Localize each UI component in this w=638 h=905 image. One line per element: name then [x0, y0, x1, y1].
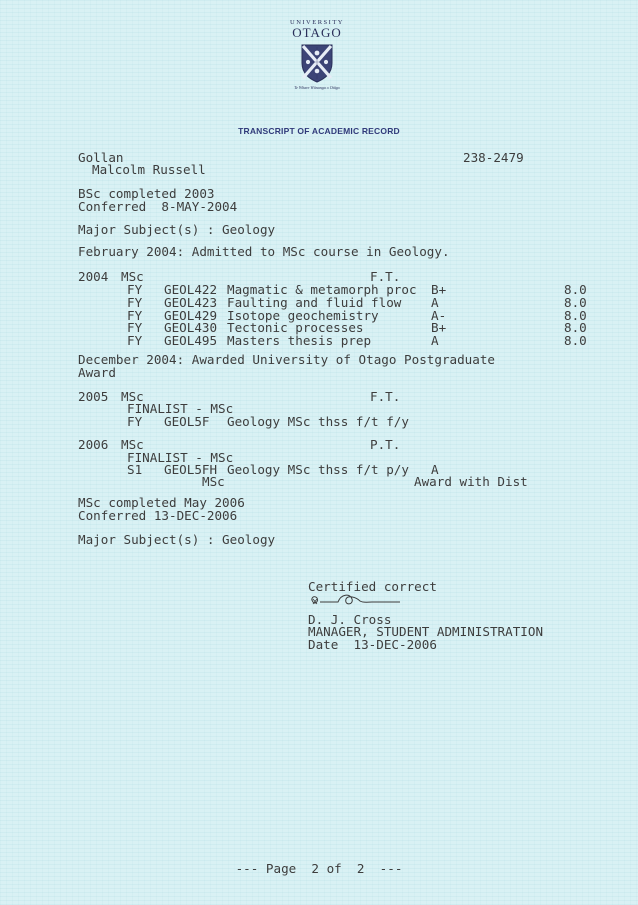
year-2004-status: F.T. — [370, 269, 401, 284]
document-title: TRANSCRIPT OF ACADEMIC RECORD — [238, 126, 400, 136]
course-title: Geology MSc thss f/t f/y — [227, 414, 409, 429]
crest-shield-icon — [300, 43, 334, 83]
course-grade: A — [431, 333, 439, 348]
course-code: GEOL422 — [164, 282, 218, 297]
msc-conferred: Conferred 13-DEC-2006 — [78, 508, 238, 523]
course-grade: B+ — [431, 282, 447, 297]
course-code: GEOL429 — [164, 308, 218, 323]
award-programme: MSc — [202, 474, 225, 489]
prior-degree-conferred: Conferred 8-MAY-2004 — [78, 199, 238, 214]
course-grade: A — [431, 295, 439, 310]
course-grade: B+ — [431, 320, 447, 335]
award-note-line2: Award — [78, 365, 116, 380]
course-grade: A — [431, 462, 439, 477]
year-2005-programme: MSc — [121, 389, 144, 404]
msc-completed: MSc completed May 2006 — [78, 495, 245, 510]
year-2005-label: 2005 — [78, 389, 109, 404]
course-grade: A- — [431, 308, 447, 323]
logo-university-name: OTAGO — [292, 25, 342, 40]
course-period: FY — [127, 333, 143, 348]
course-period: FY — [127, 295, 143, 310]
year-2006-finalist: FINALIST - MSc — [127, 450, 234, 465]
award-class: Award with Dist — [414, 474, 528, 489]
year-2005-finalist: FINALIST - MSc — [127, 401, 234, 416]
course-points: 8.0 — [564, 295, 587, 310]
course-code: GEOL495 — [164, 333, 218, 348]
course-period: FY — [127, 282, 143, 297]
course-period: S1 — [127, 462, 143, 477]
year-2006-programme: MSc — [121, 437, 144, 452]
student-surname: Gollan — [78, 150, 124, 165]
course-code: GEOL5FH — [164, 462, 218, 477]
year-2006-label: 2006 — [78, 437, 109, 452]
course-period: FY — [127, 308, 143, 323]
prior-degree-completed: BSc completed 2003 — [78, 186, 215, 201]
page-number: --- Page 2 of 2 --- — [235, 861, 403, 876]
logo-motto: Te Whare Wānanga o Otāgo — [294, 85, 340, 90]
admission-note: February 2004: Admitted to MSc course in Geology. — [78, 244, 450, 259]
course-title: Faulting and fluid flow — [227, 295, 402, 310]
year-2005-status: F.T. — [370, 389, 401, 404]
course-period: FY — [127, 414, 143, 429]
course-code: GEOL423 — [164, 295, 218, 310]
certification-date: Date 13-DEC-2006 — [308, 637, 437, 652]
course-period: FY — [127, 320, 143, 335]
msc-major-subject: Major Subject(s) : Geology — [78, 532, 276, 547]
student-given-names: Malcolm Russell — [92, 162, 206, 177]
course-code: GEOL430 — [164, 320, 218, 335]
course-title: Masters thesis prep — [227, 333, 372, 348]
prior-major-subject: Major Subject(s) : Geology — [78, 222, 276, 237]
course-points: 8.0 — [564, 333, 587, 348]
signature-icon — [308, 590, 408, 612]
logo-university-word: UNIVERSITY — [290, 19, 344, 26]
award-note-line1: December 2004: Awarded University of Otago Postgraduate — [78, 352, 496, 367]
signatory-name: D. J. Cross — [308, 612, 392, 627]
year-2006-status: P.T. — [370, 437, 401, 452]
course-code: GEOL5F — [164, 414, 210, 429]
course-points: 8.0 — [564, 320, 587, 335]
course-title: Geology MSc thss f/t p/y — [227, 462, 409, 477]
course-title: Isotope geochemistry — [227, 308, 379, 323]
year-2004-label: 2004 — [78, 269, 109, 284]
student-id: 238-2479 — [463, 150, 524, 165]
course-points: 8.0 — [564, 282, 587, 297]
certified-correct: Certified correct — [308, 579, 437, 594]
university-logo — [287, 17, 347, 113]
course-title: Magmatic & metamorph proc — [227, 282, 417, 297]
course-points: 8.0 — [564, 308, 587, 323]
year-2004-programme: MSc — [121, 269, 144, 284]
course-title: Tectonic processes — [227, 320, 364, 335]
signatory-position: MANAGER, STUDENT ADMINISTRATION — [308, 624, 544, 639]
